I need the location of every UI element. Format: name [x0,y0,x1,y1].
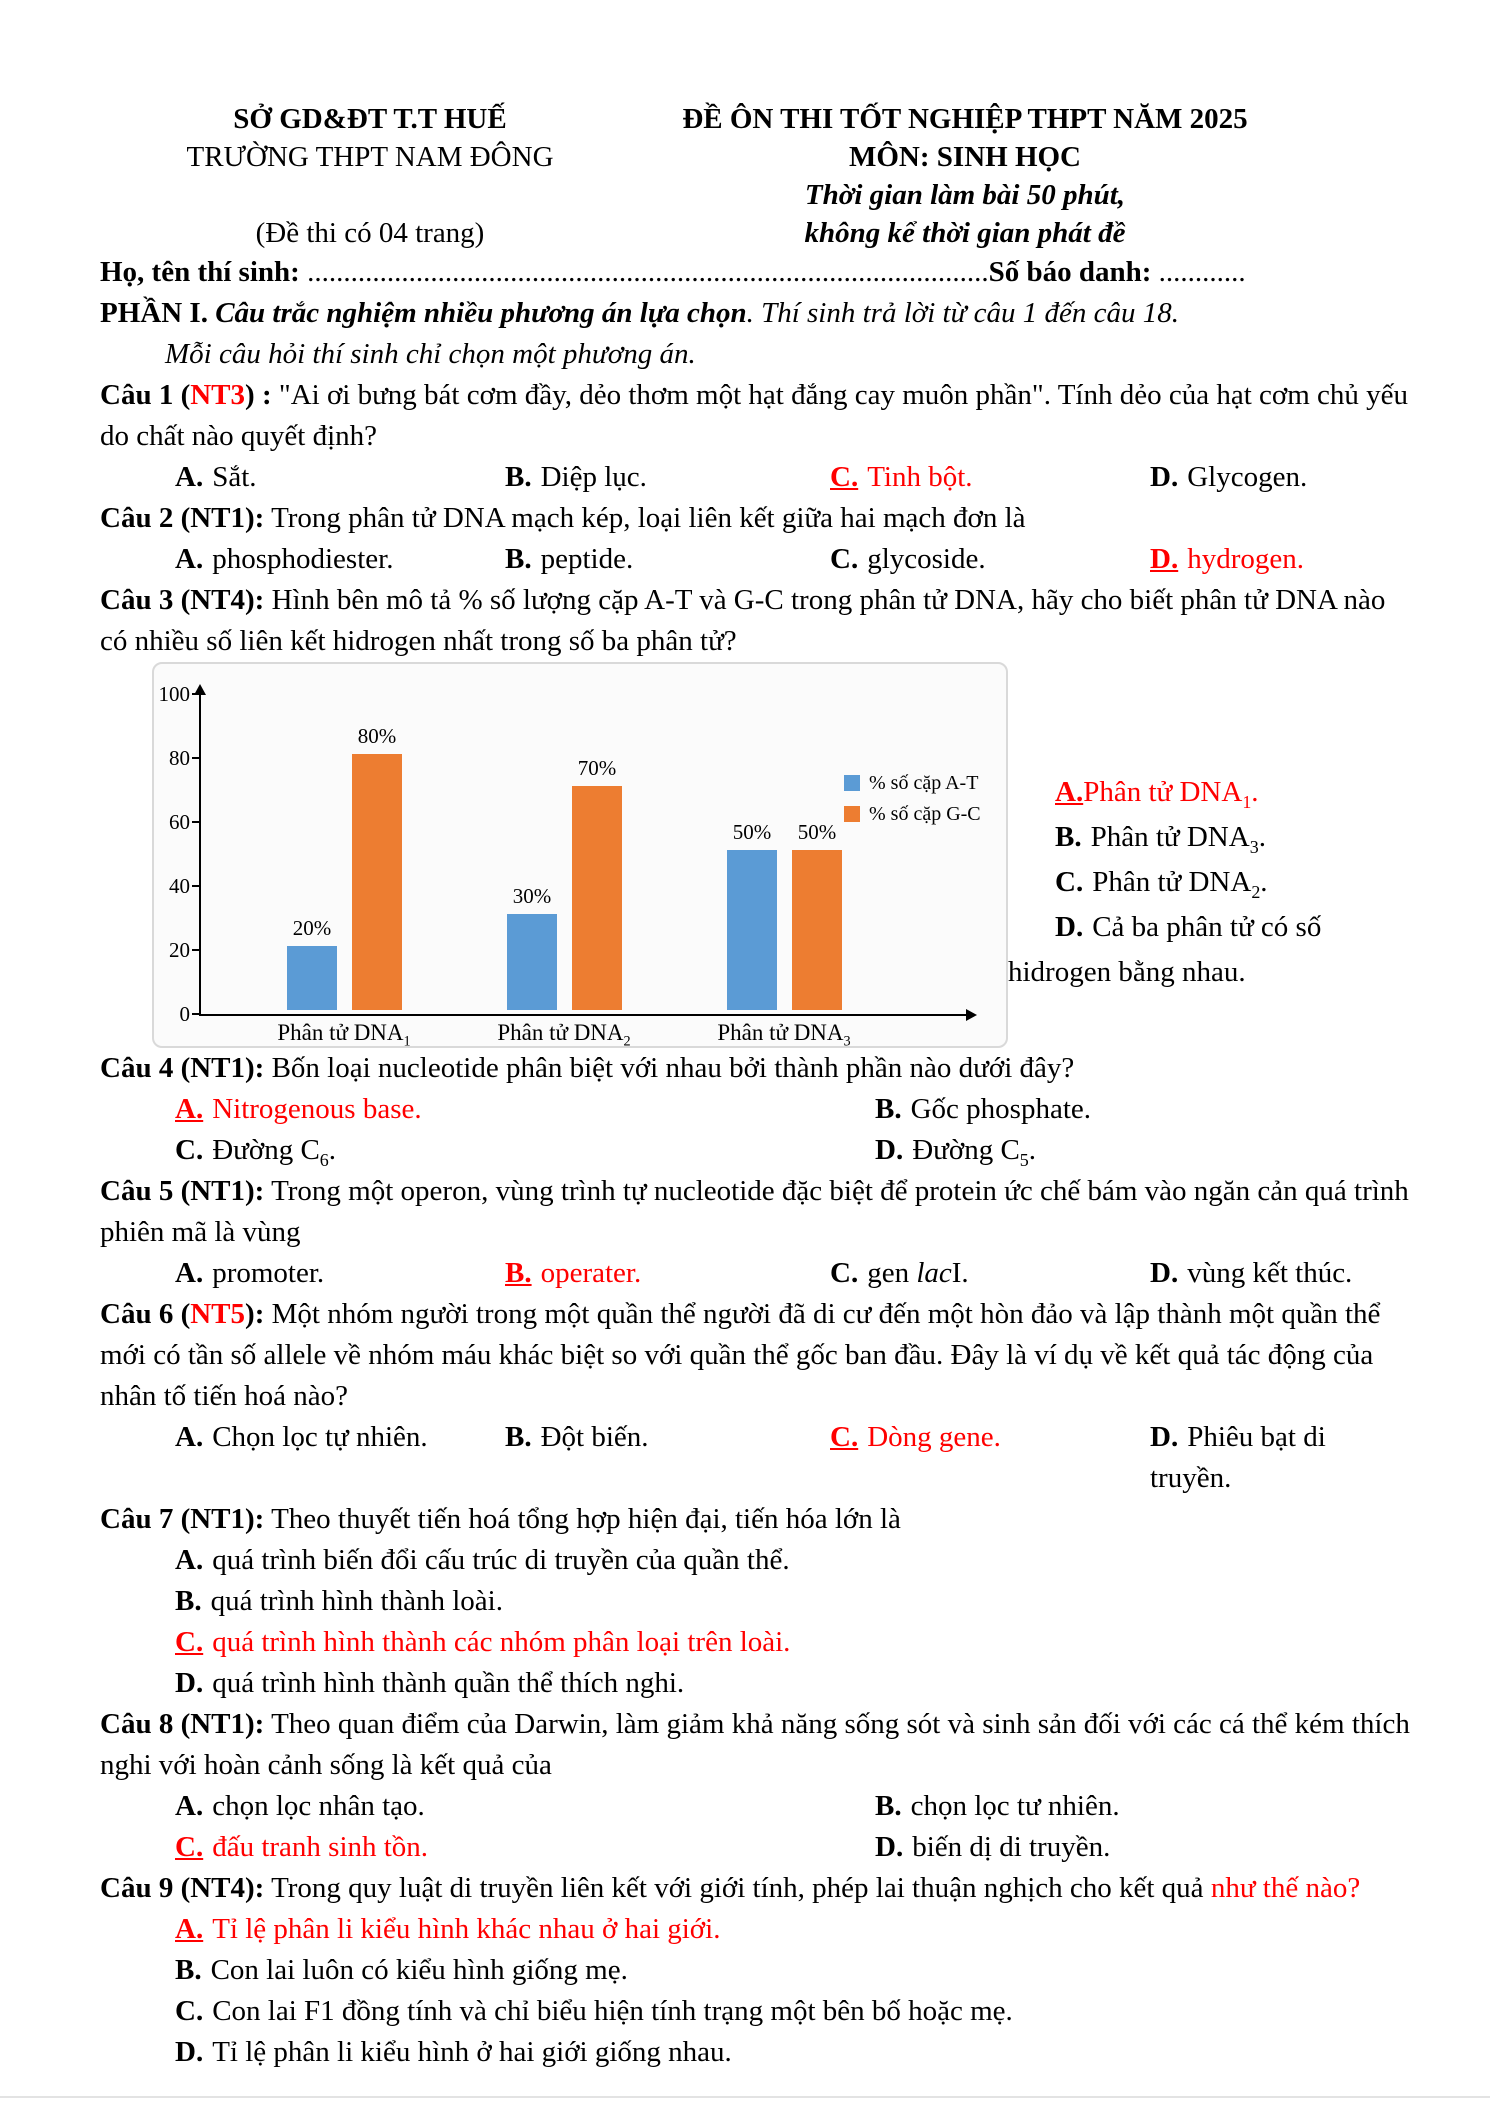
bar-GC [572,786,622,1010]
option-A: A. Sắt. [175,461,257,493]
question-3-text: Hình bên mô tả % số lượng cặp A-T và G-C trong phân tử DNA, hãy cho biết phân tử DNA nào có nhiều số liên kết hidrogen nhất trong số ba phân tử? [100,584,1386,657]
option-D-correct: D. hydrogen. [1150,543,1304,575]
part1-title-line [100,293,1410,334]
header-left-block [100,100,640,252]
option-B: B. Gốc phosphate. [875,1093,1091,1125]
question-6-text: Một nhóm người trong một quần thể người đã di cư đến một hòn đảo và lập thành một quần thể mới có tần số allele về nhóm máu khác biệt so với quần thể gốc ban đầu. Đây là ví dụ về kết quả tác động của nhân tố tiến hoá nào? [100,1298,1381,1412]
option-D: D. Cả ba phân tử có số hidrogen bằng nhau. [1008,911,1322,988]
option-B-correct: B. operater. [505,1257,642,1289]
part1-note: Mỗi câu hỏi thí sinh chỉ chọn một phương án. [165,338,696,370]
question-9-options [100,1909,1410,2073]
question-6-tag: NT5 [190,1298,246,1330]
part1-title: Câu trắc nghiệm nhiều phương án lựa chọn [215,297,747,329]
question-4-text: Bốn loại nucleotide phân biệt với nhau bởi thành phần nào dưới đây? [264,1052,1075,1084]
option-B: B. Diệp lục. [505,461,647,493]
x-axis-arrow [966,1009,977,1021]
page-bottom-divider [0,2096,1490,2098]
y-axis-tick-label: 40 [169,874,190,898]
option-A: A. Chọn lọc tự nhiên. [175,1421,428,1453]
candidate-number-dots: ............ [1151,256,1246,288]
question-3-stem [100,580,1410,662]
question-5-options [100,1253,1410,1294]
option-D: D. Glycogen. [1150,461,1308,493]
legend-swatch [844,775,860,791]
question-1-label-close: ) : [245,379,279,411]
option-D: D. biến dị di truyền. [875,1831,1111,1863]
question-9-label: Câu 9 (NT4): [100,1872,265,1904]
option-A: A. promoter. [175,1257,325,1289]
question-2-text: Trong phân tử DNA mạch kép, loại liên kết giữa hai mạch đơn là [264,502,1026,534]
question-1-text: "Ai ơi bưng bát cơm đầy, dẻo thơm một hạt đắng cay muôn phần". Tính dẻo của hạt cơm chủ yếu do chất nào quyết định? [100,379,1409,452]
bar-value-label: 70% [577,756,617,780]
option-B: B. Phân tử $DNA_3$. [1055,821,1266,857]
option-B: B. Con lai luôn có kiểu hình giống mẹ. [175,1954,628,1986]
legend-swatch [844,806,860,822]
question-7-stem [100,1499,1410,1540]
question-7-options [100,1540,1410,1704]
bar-AT [287,946,337,1010]
option-B: B. quá trình hình thành loài. [175,1585,503,1617]
header-gap [100,176,640,214]
legend-entry [844,803,981,826]
y-axis-tick-mark [192,821,200,823]
option-D: D. vùng kết thúc. [1150,1257,1353,1289]
part1-instruction: . Thí sinh trả lời từ câu 1 đến câu 18. [746,297,1180,329]
option-C-correct: C. quá trình hình thành các nhóm phân loại trên loài. [175,1626,791,1658]
bar-value-label: 20% [292,916,332,940]
question-4-options [100,1089,1410,1171]
question-5-stem [100,1171,1410,1253]
y-axis-tick-label: 0 [179,1002,190,1026]
option-A-correct: A.Phân tử $DNA_1$. [1055,776,1259,812]
option-C-correct: C. Dòng gene. [830,1421,1001,1453]
bar-AT [727,850,777,1010]
y-axis-tick-label: 60 [169,810,190,834]
part1-label: PHẦN I. [100,297,216,329]
option-C: C. Phân tử $DNA_2$. [1055,866,1268,902]
question-4-stem [100,1048,1410,1089]
bar-GC [792,850,842,1010]
question-2-label: Câu 2 (NT1): [100,502,265,534]
category-label: Phân tử $DNA_3$ [717,1020,851,1050]
question-2-options [100,539,1410,580]
bar-value-label: 50% [732,820,772,844]
candidate-number-label: Số báo danh: [988,256,1152,288]
candidate-name-label: Họ, tên thí sinh: [100,256,300,288]
bar-value-label: 30% [512,884,552,908]
legend-label: % số cặp A-T [869,772,979,794]
option-C: C. Đường $C_6$. [175,1134,337,1170]
page-count-note: (Đề thi có 04 trang) [255,217,485,249]
option-C-correct: C. Tinh bột. [830,461,973,493]
duration-note-2: không kể thời gian phát đề [804,217,1126,249]
option-A: A. chọn lọc nhân tạo. [175,1790,425,1822]
y-axis-tick-mark [192,949,200,951]
school-name: TRƯỜNG THPT NAM ĐÔNG [186,141,554,173]
option-B: B. Đột biến. [505,1421,649,1453]
question-4-label: Câu 4 (NT1): [100,1052,265,1084]
chart-plot-area [154,664,1006,1050]
candidate-name-dots: .............................................................................................. [299,256,989,288]
y-axis-tick-mark [192,885,200,887]
question-9-stem [100,1868,1410,1909]
question-7-text: Theo thuyết tiến hoá tổng hợp hiện đại, tiến hóa lớn là [264,1503,901,1535]
dna-bar-chart [152,662,1008,1048]
question-8-label: Câu 8 (NT1): [100,1708,265,1740]
y-axis-line [199,694,201,1014]
bar-GC [352,754,402,1010]
option-C-correct: C. đấu tranh sinh tồn. [175,1831,429,1863]
question-2-stem [100,498,1410,539]
bar-value-label: 80% [357,724,397,748]
question-8-options [100,1786,1410,1868]
question-8-stem [100,1704,1410,1786]
option-D: D. Phiêu bạt di truyền. [1150,1421,1326,1494]
option-A-correct: A. Tỉ lệ phân li kiểu hình khác nhau ở hai giới. [175,1913,721,1945]
question-1-label: Câu 1 ( [100,379,191,411]
question-1-tag: NT3 [190,379,246,411]
subject-title: MÔN: SINH HỌC [849,141,1081,173]
x-axis-line [199,1014,969,1016]
question-3-options [1008,662,1410,995]
option-B: B. chọn lọc tư nhiên. [875,1790,1120,1822]
option-C: C. gen lacI. [830,1257,969,1289]
question-6-options [100,1417,1410,1499]
exam-header [100,100,1410,252]
category-label: Phân tử $DNA_2$ [497,1020,631,1050]
option-D: D. Tỉ lệ phân li kiểu hình ở hai giới giống nhau. [175,2036,732,2068]
question-6-label: Câu 6 ( [100,1298,191,1330]
department-name: SỞ GD&ĐT T.T HUẾ [233,103,507,135]
option-B: B. peptide. [505,543,634,575]
duration-note: Thời gian làm bài 50 phút, [804,179,1126,211]
legend-entry [844,772,978,795]
option-D: D. Đường $C_5$. [875,1134,1037,1170]
y-axis-tick-label: 100 [158,682,190,706]
question-3-figure-row [100,662,1410,1048]
question-7-label: Câu 7 (NT1): [100,1503,265,1535]
bar-value-label: 50% [797,820,837,844]
question-5-label: Câu 5 (NT1): [100,1175,265,1207]
option-A: A. quá trình biến đổi cấu trúc di truyền của quần thể. [175,1544,790,1576]
header-right-block [640,100,1290,252]
category-label: Phân tử $DNA_1$ [277,1020,411,1050]
y-axis-tick-mark [192,1013,200,1015]
question-8-text: Theo quan điểm của Darwin, làm giảm khả năng sống sót và sinh sản đối với các cá thể kém thích nghi với hoàn cảnh sống là kết quả của [100,1708,1410,1781]
option-A-correct: A. Nitrogenous base. [175,1093,422,1125]
question-1-stem [100,375,1410,457]
option-C: C. Con lai F1 đồng tính và chỉ biểu hiện tính trạng một bên bố hoặc mẹ. [175,1995,1013,2027]
question-5-text: Trong một operon, vùng trình tự nucleotide đặc biệt để protein ức chế bám vào ngăn cản quá trình phiên mã là vùng [100,1175,1409,1248]
question-9-text: Trong quy luật di truyền liên kết với giới tính, phép lai thuận nghịch cho kết quả [264,1872,1211,1904]
option-D: D. quá trình hình thành quần thể thích nghi. [175,1667,685,1699]
question-1-options [100,457,1410,498]
bar-AT [507,914,557,1010]
legend-label: % số cặp G-C [869,803,981,825]
y-axis-tick-label: 20 [169,938,190,962]
y-axis-tick-mark [192,757,200,759]
question-3-label: Câu 3 (NT4): [100,584,265,616]
y-axis-tick-label: 80 [169,746,190,770]
question-9-text-highlight: như thế nào? [1210,1872,1361,1904]
question-6-label-close: ): [245,1298,272,1330]
y-axis-tick-mark [192,693,200,695]
option-C: C. glycoside. [830,543,986,575]
option-A: A. phosphodiester. [175,543,394,575]
candidate-info-line [100,252,1410,293]
question-6-stem [100,1294,1410,1417]
exam-title: ĐỀ ÔN THI TỐT NGHIỆP THPT NĂM 2025 [682,103,1248,135]
